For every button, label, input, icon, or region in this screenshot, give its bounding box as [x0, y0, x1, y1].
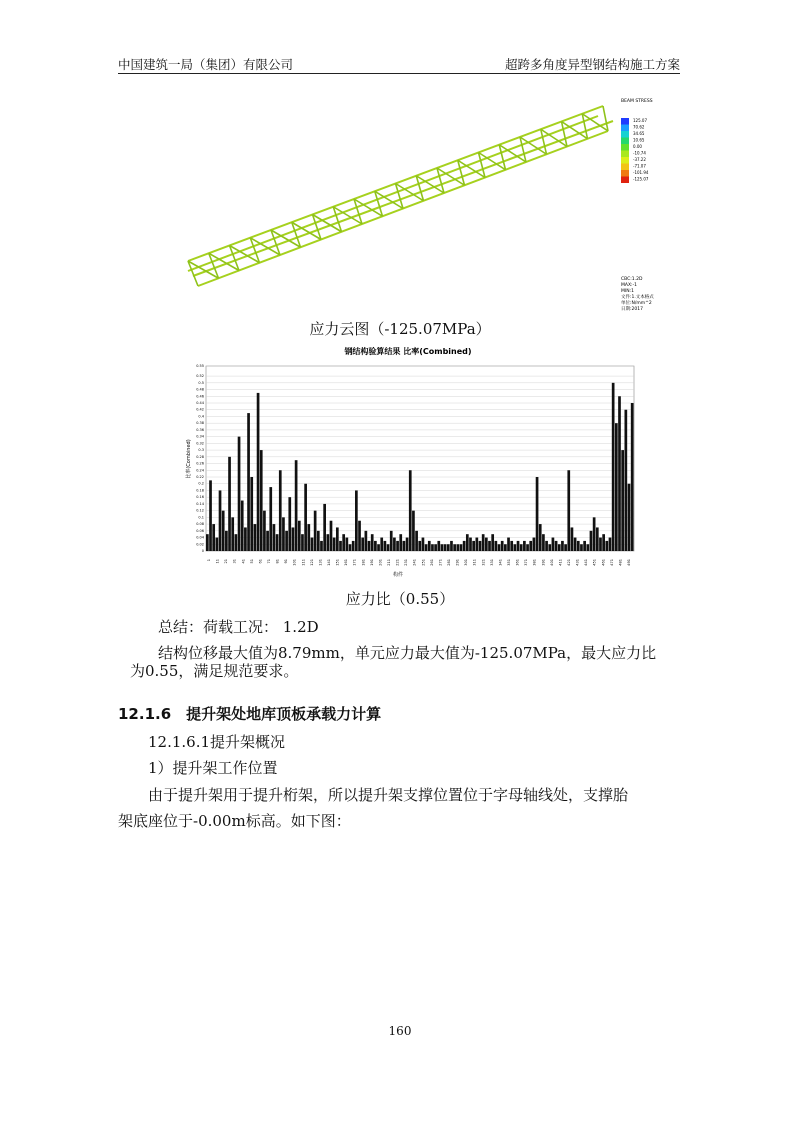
ratio-bar [590, 531, 593, 551]
ratio-bar [602, 534, 605, 551]
x-tick-label: 161 [344, 559, 349, 566]
legend-value: 125.07 [633, 118, 647, 123]
model-info [621, 276, 654, 312]
ratio-bar [431, 544, 434, 551]
header-right: 超跨多角度异型钢结构施工方案 [504, 57, 680, 72]
ratio-bar [618, 396, 621, 551]
ratio-bar [254, 524, 257, 551]
figure2-caption: 应力比（0.55） [345, 590, 455, 608]
x-tick-label: 261 [429, 559, 434, 566]
y-tick-label: 0.1 [198, 515, 204, 520]
ratio-bar [231, 517, 234, 551]
ratio-bar [444, 544, 447, 551]
x-tick-label: 471 [609, 559, 614, 566]
x-tick-label: 131 [318, 559, 323, 566]
ratio-bar [599, 538, 602, 551]
truss-verticals [188, 106, 608, 286]
ratio-bar [241, 501, 244, 551]
legend-value: -71.07 [633, 163, 646, 169]
ratio-bar [561, 541, 564, 551]
ratio-bar [434, 544, 437, 551]
x-tick-label: 71 [267, 559, 271, 564]
y-tick-label: 0.44 [196, 401, 204, 405]
ratio-bar [501, 541, 504, 551]
ratio-bar [422, 538, 425, 551]
ratio-bar [339, 541, 342, 551]
ratio-bar [216, 538, 219, 551]
x-tick-label: 61 [258, 559, 263, 564]
x-tick-label: 441 [584, 559, 589, 566]
y-tick-label: 0.5 [198, 380, 204, 385]
ratio-bar [238, 437, 241, 551]
ratio-bar [475, 538, 478, 551]
ratio-bar [212, 524, 215, 551]
x-tick-label: 281 [447, 559, 451, 566]
x-tick-label: 241 [412, 559, 417, 566]
ratio-bar [345, 538, 348, 551]
ratio-bar [358, 521, 361, 551]
ratio-bar [631, 403, 634, 551]
ratio-bar [514, 544, 517, 551]
x-tick-label: 491 [627, 559, 631, 566]
legend-color-bar [621, 125, 629, 132]
ratio-bar [266, 531, 269, 551]
body-line2: 架底座位于-0.00m标高。如下图： [118, 812, 351, 830]
page-header [118, 53, 680, 74]
ratio-bar [368, 541, 371, 551]
ratio-bar [285, 531, 288, 551]
ratio-bar [488, 541, 491, 551]
ratio-bar [526, 544, 529, 551]
x-tick-label: 221 [395, 559, 400, 566]
ratio-bar [466, 534, 469, 551]
info-line: MAX:-1 [621, 283, 638, 288]
truss-model [188, 106, 613, 286]
ratio-bar [380, 538, 383, 551]
x-tick-label: 431 [575, 559, 580, 566]
x-tick-label: 141 [327, 559, 331, 566]
chart-title: 钢结构验算结果 比率(Combined) [344, 347, 472, 356]
item-heading: 1）提升架工作位置 [148, 759, 278, 777]
ratio-bar [399, 534, 402, 551]
legend-color-bar [621, 138, 629, 145]
ratio-bar [612, 383, 615, 551]
ratio-bar [244, 527, 247, 551]
legend-value: -101.94 [633, 170, 649, 175]
ratio-bar [260, 450, 263, 551]
ratio-bar [615, 423, 618, 551]
x-tick-label: 231 [404, 559, 409, 566]
ratio-bar [257, 393, 260, 551]
ratio-bar [301, 534, 304, 551]
ratio-bar [507, 538, 510, 551]
ratio-bar [539, 524, 542, 551]
ratio-bar [374, 541, 377, 551]
x-tick-label: 111 [301, 559, 306, 566]
y-tick-label: 0.32 [196, 441, 204, 446]
x-tick-label: 381 [532, 559, 537, 566]
ratio-bar [393, 538, 396, 551]
x-tick-label: 461 [601, 559, 606, 566]
legend-value: 34.65 [633, 131, 645, 136]
x-tick-label: 291 [455, 559, 460, 566]
x-tick-label: 341 [498, 559, 503, 566]
y-tick-label: 0.24 [196, 468, 204, 473]
ratio-bar [564, 544, 567, 551]
ratio-bar [520, 544, 523, 551]
ratio-bar [418, 541, 421, 551]
ratio-bar [463, 541, 466, 551]
ratio-bar [574, 538, 577, 551]
ratio-bar [498, 544, 501, 551]
ratio-bar [365, 531, 368, 551]
ratio-bar [396, 541, 399, 551]
ratio-bar [447, 544, 450, 551]
ratio-bar [361, 538, 364, 551]
ratio-bar [235, 534, 238, 551]
y-tick-label: 0.42 [196, 407, 204, 412]
ratio-bar [403, 541, 406, 551]
legend-value: 0.00 [633, 144, 642, 149]
ratio-bar [355, 490, 358, 551]
ratio-bar [250, 477, 253, 551]
ratio-bar [326, 534, 329, 551]
ratio-bar [390, 531, 393, 551]
x-tick-label: 361 [515, 559, 520, 566]
x-tick-label: 251 [421, 559, 426, 566]
legend-value: 70.62 [633, 124, 645, 130]
ratio-bar [605, 541, 608, 551]
section-heading: 12.1.6 提升架处地库顶板承载力计算 [118, 705, 382, 723]
x-tick-label: 401 [549, 559, 554, 566]
y-tick-label: 0.36 [196, 427, 204, 432]
x-tick-label: 1 [207, 559, 211, 562]
y-tick-label: 0.3 [198, 448, 204, 453]
ratio-bar [225, 531, 228, 551]
y-tick-label: 0.4 [198, 414, 204, 419]
x-tick-label: 321 [481, 559, 486, 566]
x-tick-label: 41 [241, 559, 246, 564]
ratio-bar [276, 534, 279, 551]
ratio-bar [479, 541, 482, 551]
x-tick-label: 101 [292, 559, 297, 566]
y-tick-label: 0.16 [196, 495, 204, 500]
ratio-bar [542, 534, 545, 551]
ratio-bar [577, 541, 580, 551]
x-tick-label: 201 [378, 559, 383, 566]
ratio-bar [495, 541, 498, 551]
ratio-bar [485, 538, 488, 551]
ratio-bar [453, 544, 456, 551]
y-tick-label: 0.22 [196, 475, 204, 479]
ratio-bar [219, 490, 222, 551]
y-tick-label: 0.46 [196, 394, 204, 399]
y-tick-label: 0.28 [196, 454, 204, 459]
ratio-bar [387, 544, 390, 551]
stress-ratio-chart [178, 344, 638, 580]
summary-line2: 结构位移最大值为8.79mm，单元应力最大值为-125.07MPa，最大应力比 [158, 644, 657, 662]
x-tick-label: 421 [567, 559, 571, 566]
summary-line1: 总结：荷载工况： 1.2D [158, 618, 319, 636]
x-tick-label: 371 [524, 559, 529, 566]
ratio-bar [523, 541, 526, 551]
ratio-bar [333, 538, 336, 551]
y-tick-label: 0.06 [196, 528, 204, 533]
y-tick-label: 0.38 [196, 421, 204, 426]
y-tick-label: 0.55 [196, 364, 204, 368]
x-tick-label: 191 [369, 559, 374, 566]
stress-contour-figure [183, 96, 663, 316]
body-line1: 由于提升架用于提升桁架，所以提升架支撑位置位于字母轴线处，支撑胎 [148, 786, 629, 804]
ratio-bar [555, 541, 558, 551]
legend-value: -10.74 [633, 150, 646, 156]
ratio-bar [209, 480, 212, 551]
ratio-bar [441, 544, 444, 551]
ratio-bar [571, 527, 574, 551]
y-tick-label: 0.14 [196, 501, 204, 506]
legend-color-bar [621, 131, 629, 138]
legend-title: BEAM STRESS [621, 99, 653, 104]
ratio-bar [583, 541, 586, 551]
ratio-bar [450, 541, 453, 551]
ratio-bar [349, 544, 352, 551]
y-tick-label: 0.26 [196, 461, 204, 466]
ratio-bar [330, 521, 333, 551]
x-tick-label: 181 [361, 559, 366, 566]
ratio-bar [529, 541, 532, 551]
ratio-bar [552, 538, 555, 551]
ratio-bar [273, 524, 276, 551]
ratio-bar [428, 541, 431, 551]
legend-color-bar [621, 144, 629, 151]
ratio-bar [533, 538, 536, 551]
ratio-bar [460, 544, 463, 551]
ratio-bar [406, 538, 409, 551]
y-tick-label: 0.48 [196, 387, 204, 392]
legend-color-bar [621, 118, 629, 125]
ratio-bar [314, 511, 317, 551]
truss-member [209, 253, 219, 278]
ratio-bar [567, 470, 570, 551]
x-tick-label: 351 [507, 559, 511, 566]
info-line: 单位:N/mm^2 [621, 301, 652, 306]
truss-member [188, 261, 198, 286]
legend-value: 10.65 [633, 137, 645, 143]
ratio-bar [320, 541, 323, 551]
ratio-bar [295, 460, 298, 551]
y-tick-label: 0.12 [196, 508, 204, 513]
x-tick-label: 311 [472, 559, 477, 566]
ratio-bar [409, 470, 412, 551]
ratio-bar [206, 534, 209, 551]
page-number: 160 [388, 1024, 412, 1038]
ratio-bar [456, 544, 459, 551]
y-tick-label: 0.02 [196, 542, 204, 547]
subsection-heading: 12.1.6.1提升架概况 [148, 733, 286, 751]
x-tick-label: 301 [464, 559, 469, 566]
ratio-bar [247, 413, 250, 551]
y-tick-label: 0.34 [196, 434, 204, 439]
ratio-bar [628, 484, 631, 551]
ratio-bar [415, 531, 418, 551]
y-axis-label: 比率(Combined) [186, 439, 192, 479]
ratio-bar [304, 484, 307, 551]
ratio-bar [596, 527, 599, 551]
ratio-bar [377, 544, 380, 551]
x-tick-label: 151 [335, 559, 340, 566]
ratio-bar [323, 504, 326, 551]
ratio-bar [504, 544, 507, 551]
ratio-bar [580, 544, 583, 551]
x-tick-label: 271 [438, 559, 443, 566]
ratio-bar [548, 544, 551, 551]
legend-color-bar [621, 164, 629, 171]
ratio-bar [336, 527, 339, 551]
ratio-bar [510, 541, 513, 551]
x-tick-label: 451 [592, 559, 597, 566]
ratio-bar [621, 450, 624, 551]
x-tick-label: 331 [489, 559, 494, 566]
y-tick-label: 0.2 [198, 481, 204, 486]
ratio-bar [517, 541, 520, 551]
x-tick-label: 481 [618, 559, 623, 566]
ratio-bar [536, 477, 539, 551]
x-tick-label: 411 [558, 559, 563, 566]
ratio-bar [371, 534, 374, 551]
ratio-bar [228, 457, 231, 551]
ratio-bar [298, 521, 301, 551]
ratio-bar [263, 511, 266, 551]
ratio-bar [412, 511, 415, 551]
figure1-caption: 应力云图（-125.07MPa） [309, 320, 491, 338]
info-line: CBC:1.2D [621, 277, 643, 282]
ratio-bar [469, 538, 472, 551]
ratio-bar [222, 511, 225, 551]
summary-line3: 为0.55，满足规范要求。 [130, 662, 299, 680]
ratio-bar [307, 524, 310, 551]
ratio-bar [586, 544, 589, 551]
y-tick-label: 0.04 [196, 535, 204, 540]
info-line: MIN:1 [621, 289, 634, 294]
ratio-bar [425, 544, 428, 551]
x-tick-label: 31 [232, 559, 237, 564]
ratio-bar [342, 534, 345, 551]
legend-color-bar [621, 170, 629, 177]
ratio-bar [624, 410, 627, 551]
stress-legend [621, 98, 653, 183]
ratio-bar [545, 541, 548, 551]
x-tick-label: 211 [387, 559, 391, 566]
legend-value: -37.22 [633, 157, 646, 162]
ratio-bar [311, 538, 314, 551]
x-tick-label: 391 [541, 559, 546, 566]
y-tick-label: 0.18 [196, 488, 204, 493]
ratio-bar [282, 517, 285, 551]
ratio-bar [269, 487, 272, 551]
x-tick-label: 51 [249, 559, 254, 564]
ratio-bar [384, 541, 387, 551]
info-line: 日期:2017 [621, 307, 643, 312]
ratio-bar [482, 534, 485, 551]
ratio-bar [491, 534, 494, 551]
ratio-bar [288, 497, 291, 551]
x-tick-label: 91 [284, 559, 289, 564]
header-left: 中国建筑一局（集团）有限公司 [118, 57, 294, 72]
x-tick-label: 11 [215, 559, 220, 564]
y-tick-label: 0.08 [196, 522, 204, 527]
ratio-bar [279, 470, 282, 551]
legend-value: -125.07 [633, 176, 649, 182]
ratio-bar [352, 541, 355, 551]
ratio-bar [292, 527, 295, 551]
x-tick-label: 81 [275, 559, 280, 564]
legend-color-bar [621, 157, 629, 164]
ratio-bar [317, 531, 320, 551]
x-tick-label: 21 [224, 559, 229, 564]
info-line: 文件:1.文本格式 [621, 295, 654, 300]
ratio-bar [437, 541, 440, 551]
legend-color-bar [621, 177, 629, 184]
x-axis-label: 构件 [392, 572, 404, 578]
x-tick-label: 121 [309, 559, 314, 566]
x-tick-label: 171 [352, 559, 357, 566]
y-tick-label: 0.52 [196, 374, 204, 379]
ratio-bar [472, 541, 475, 551]
ratio-bar [609, 538, 612, 551]
ratio-bar [558, 544, 561, 551]
ratio-bar [593, 517, 596, 551]
y-tick-label: 0 [201, 549, 204, 553]
legend-color-bar [621, 151, 629, 158]
